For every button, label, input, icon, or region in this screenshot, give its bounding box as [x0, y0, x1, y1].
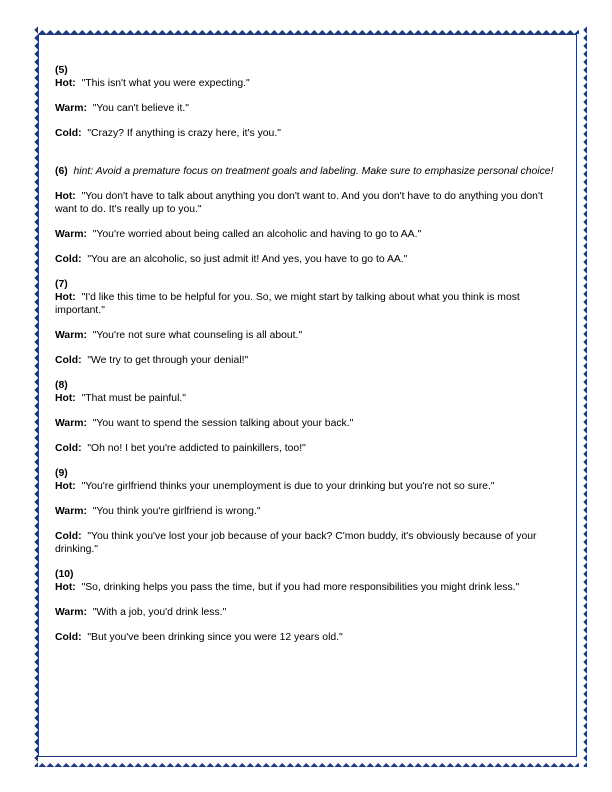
item-5 — [55, 64, 555, 140]
cold-label: Cold: — [55, 355, 82, 366]
item-number: (7) — [55, 279, 68, 290]
item-number: (9) — [55, 468, 68, 479]
cold-label: Cold: — [55, 632, 82, 643]
warm-label: Warm: — [55, 330, 87, 341]
item-6 — [55, 165, 555, 266]
hot-text: "That must be painful." — [81, 393, 186, 404]
cold-text: "But you've been drinking since you were 12 years old." — [87, 632, 343, 643]
warm-label: Warm: — [55, 506, 87, 517]
warm-response — [55, 606, 555, 619]
item-number: (8) — [55, 380, 68, 391]
warm-label: Warm: — [55, 607, 87, 618]
hot-text: "I'd like this time to be helpful for you. So, we might start by talking about what you think is most important." — [55, 292, 520, 316]
hot-text: "This isn't what you were expecting." — [81, 78, 250, 89]
cold-text: "You think you've lost your job because of your back? C'mon buddy, it's obviously because of your drinking." — [55, 531, 537, 555]
hot-response — [55, 190, 555, 216]
warm-text: "You can't believe it." — [92, 103, 189, 114]
item-8 — [55, 379, 555, 455]
warm-text: "You think you're girlfriend is wrong." — [92, 506, 261, 517]
warm-label: Warm: — [55, 229, 87, 240]
item-7 — [55, 278, 555, 367]
hot-label: Hot: — [55, 393, 76, 404]
hot-response — [55, 392, 555, 405]
page-border-left — [30, 26, 38, 767]
warm-response — [55, 417, 555, 430]
hot-response — [55, 291, 555, 317]
warm-response — [55, 505, 555, 518]
document-body — [55, 64, 555, 644]
hot-text: "You're girlfriend thinks your unemployment is due to your drinking but you're not so sure." — [81, 481, 495, 492]
cold-text: "Oh no! I bet you're addicted to painkillers, too!" — [87, 443, 306, 454]
cold-label: Cold: — [55, 128, 82, 139]
page-border-right — [579, 26, 587, 767]
cold-response — [55, 530, 555, 556]
hot-response — [55, 77, 555, 90]
warm-text: "You want to spend the session talking about your back." — [92, 418, 354, 429]
cold-label: Cold: — [55, 254, 82, 265]
hot-response — [55, 581, 555, 594]
hot-label: Hot: — [55, 582, 76, 593]
hot-text: "You don't have to talk about anything you don't want to. And you don't have to do anything you don't want to do. It's really up to you." — [55, 191, 543, 215]
cold-response — [55, 354, 555, 367]
warm-response — [55, 329, 555, 342]
warm-response — [55, 228, 555, 241]
cold-text: "Crazy? If anything is crazy here, it's you." — [87, 128, 281, 139]
hot-text: "So, drinking helps you pass the time, but if you had more responsibilities you might drink less." — [81, 582, 520, 593]
cold-response — [55, 631, 555, 644]
warm-text: "With a job, you'd drink less." — [92, 607, 227, 618]
page-border-top — [30, 26, 587, 34]
hot-label: Hot: — [55, 292, 76, 303]
item-10 — [55, 568, 555, 644]
cold-response — [55, 253, 555, 266]
hot-label: Hot: — [55, 481, 76, 492]
cold-text: "We try to get through your denial!" — [87, 355, 249, 366]
cold-text: "You are an alcoholic, so just admit it! And yes, you have to go to AA." — [87, 254, 408, 265]
hot-label: Hot: — [55, 191, 76, 202]
cold-response — [55, 442, 555, 455]
item-number: (5) — [55, 65, 68, 76]
hot-label: Hot: — [55, 78, 76, 89]
page-border-bottom — [30, 759, 587, 767]
item-9 — [55, 467, 555, 556]
warm-text: "You're not sure what counseling is all about." — [92, 330, 303, 341]
cold-label: Cold: — [55, 443, 82, 454]
hint-text: hint: Avoid a premature focus on treatment goals and labeling. Make sure to emphasize personal choice! — [73, 166, 554, 177]
cold-label: Cold: — [55, 531, 82, 542]
item-heading — [55, 165, 555, 178]
warm-text: "You're worried about being called an alcoholic and having to go to AA." — [92, 229, 422, 240]
cold-response — [55, 127, 555, 140]
warm-label: Warm: — [55, 418, 87, 429]
item-number: (6) — [55, 166, 68, 177]
hot-response — [55, 480, 555, 493]
warm-response — [55, 102, 555, 115]
warm-label: Warm: — [55, 103, 87, 114]
item-number: (10) — [55, 569, 74, 580]
